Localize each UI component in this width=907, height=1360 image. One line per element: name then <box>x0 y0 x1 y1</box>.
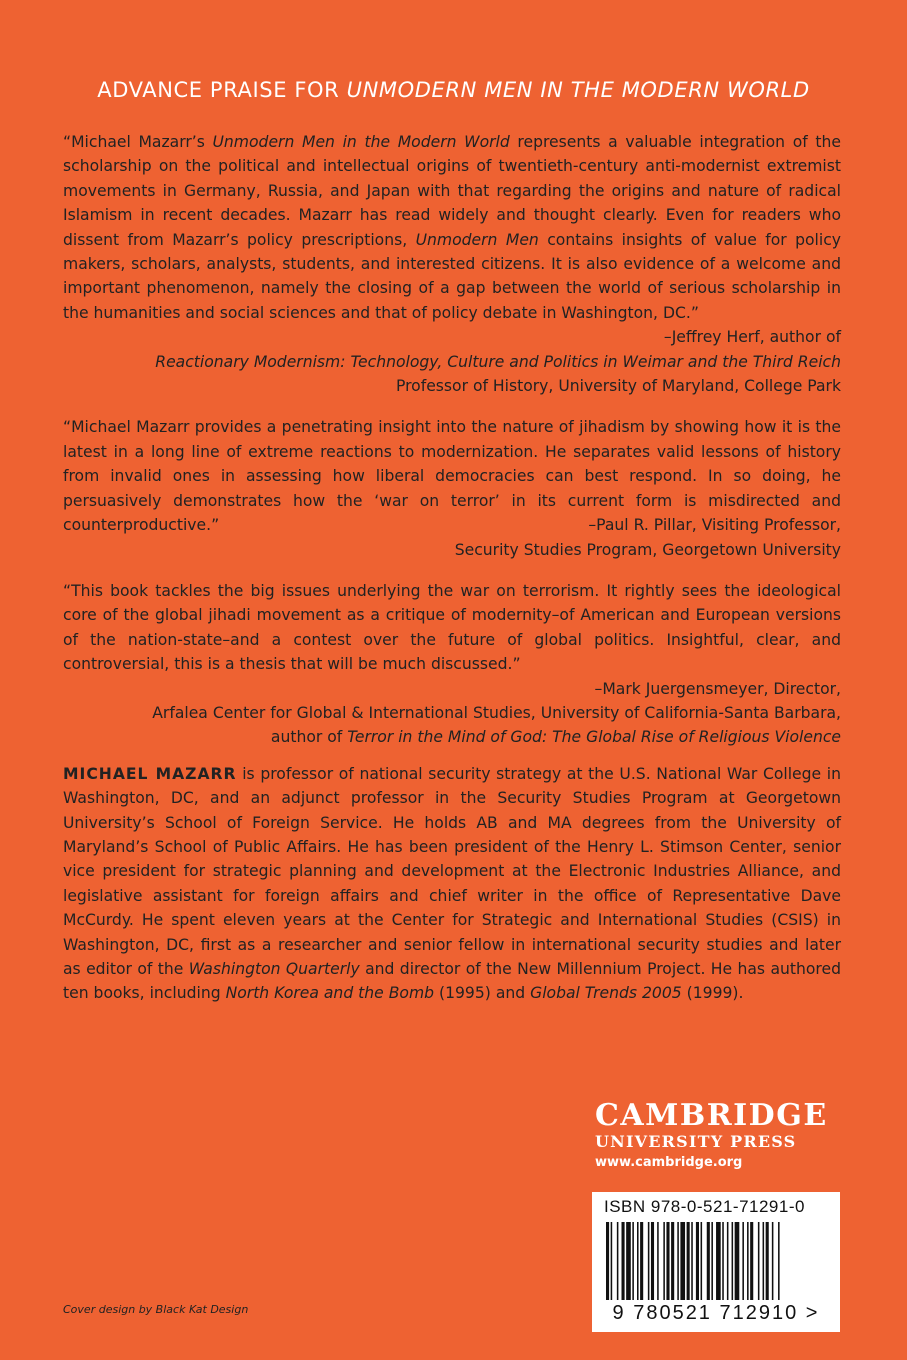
quote-text: “This book tackles the big issues underlying the war on terrorism. It rightly sees the ideological core of the global jihadi movement as a critique of modernity–of American and European versions of the nation-state–and a contest over the future of global politics. Insightful, clear, and controversial, this is a thesis that will be much discussed.” <box>63 581 841 674</box>
barcode-box <box>592 1192 840 1332</box>
cover-design-credit: Cover design by Black Kat Design <box>63 1303 249 1316</box>
barcode-icon <box>604 1222 828 1302</box>
publisher-name: CAMBRIDGE <box>595 1098 828 1133</box>
quote-book-title: Unmodern Men <box>415 230 539 249</box>
attribution-book-title: Terror in the Mind of God: The Global Rise of Religious Violence <box>347 728 841 747</box>
attribution-line: Security Studies Program, Georgetown University <box>454 540 841 559</box>
praise-attribution-3 <box>63 677 841 750</box>
attribution-line: –Jeffrey Herf, author of <box>663 328 841 347</box>
praise-quote-3 <box>63 579 841 677</box>
quote-book-title: Unmodern Men in the Modern World <box>212 133 510 151</box>
praise-heading-prefix: ADVANCE PRAISE FOR <box>97 78 347 102</box>
author-bio <box>63 762 841 1006</box>
author-name: MICHAEL MAZARR <box>63 764 237 783</box>
attribution-line: –Mark Juergensmeyer, Director, <box>594 679 841 698</box>
back-cover-text <box>63 130 841 1006</box>
bio-title: North Korea and the Bomb <box>225 984 435 1003</box>
publisher-subname: UNIVERSITY PRESS <box>595 1132 797 1151</box>
quote-text: represents a valuable integration of the scholarship on the political and intellectual origins of twentieth-century anti-modernist extremist movements in Germany, Russia, and Japan with that regarding the origins and nature of radical Islamism in recent decades. Mazarr has read widely and thought clearly. Even for readers who dissent from Mazarr’s policy prescriptions, <box>63 133 841 249</box>
praise-heading-title: UNMODERN MEN IN THE MODERN WORLD <box>346 78 810 102</box>
attribution-line: author of <box>270 728 348 747</box>
attribution-line: –Paul R. Pillar, Visiting Professor, <box>588 516 841 535</box>
bio-text: is professor of national security strategy at the U.S. National War College in Washington, DC, and an adjunct professor in the Security Studies Program at Georgetown University’s School of Foreign Service. He holds AB and MA degrees from the University of Maryland’s School of Public Affairs. He has been president of the Henry L. Stimson Center, senior vice president for strategic planning and development at the Electronic Industries Alliance, and legislative assistant for foreign affairs and chief writer in the office of Representative Dave McCurdy. He spent eleven years at the Center for Strategic and International Studies (CSIS) in Washington, DC, first as a researcher and senior fellow in international security studies and later as editor of the <box>63 764 841 979</box>
bio-text: (1995) and <box>434 984 531 1003</box>
barcode-digits: 9 780521 712910 > <box>612 1302 820 1324</box>
bio-title: Washington Quarterly <box>188 960 360 979</box>
attribution-line: Professor of History, University of Maryland, College Park <box>395 377 841 396</box>
bio-text: (1999). <box>681 984 744 1003</box>
praise-heading <box>0 78 907 102</box>
quote-text: “Michael Mazarr’s <box>63 133 213 151</box>
quote-text: “Michael Mazarr provides a penetrating insight into the nature of jihadism by showing how it is the latest in a long line of extreme reactions to modernization. He separates valid lessons of history from invalid ones in assessing how liberal democracies can best respond. In so doing, he persuasively demonstrates how the ‘war on terror’ in its current form is misdirected and counterproductive.” <box>63 418 841 535</box>
bio-title: Global Trends 2005 <box>530 984 682 1003</box>
publisher-url: www.cambridge.org <box>595 1155 743 1170</box>
publisher-logo <box>595 1098 828 1174</box>
praise-attribution-1 <box>63 325 841 398</box>
attribution-book-title: Reactionary Modernism: Technology, Culture and Politics in Weimar and the Third Reich <box>155 352 841 371</box>
isbn-label: ISBN 978-0-521-71291-0 <box>604 1197 805 1216</box>
praise-quote-1 <box>63 130 841 325</box>
attribution-line: Arfalea Center for Global & International Studies, University of California-Santa Barbara, <box>152 703 841 722</box>
quote-text: contains insights of value for policy makers, scholars, analysts, students, and interested citizens. It is also evidence of a welcome and important phenomenon, namely the closing of a gap between the world of serious scholarship in the humanities and social sciences and that of policy debate in Washington, DC.” <box>63 230 842 322</box>
bio-text: and director of the New Millennium Project. He has authored ten books, including <box>63 960 841 1003</box>
